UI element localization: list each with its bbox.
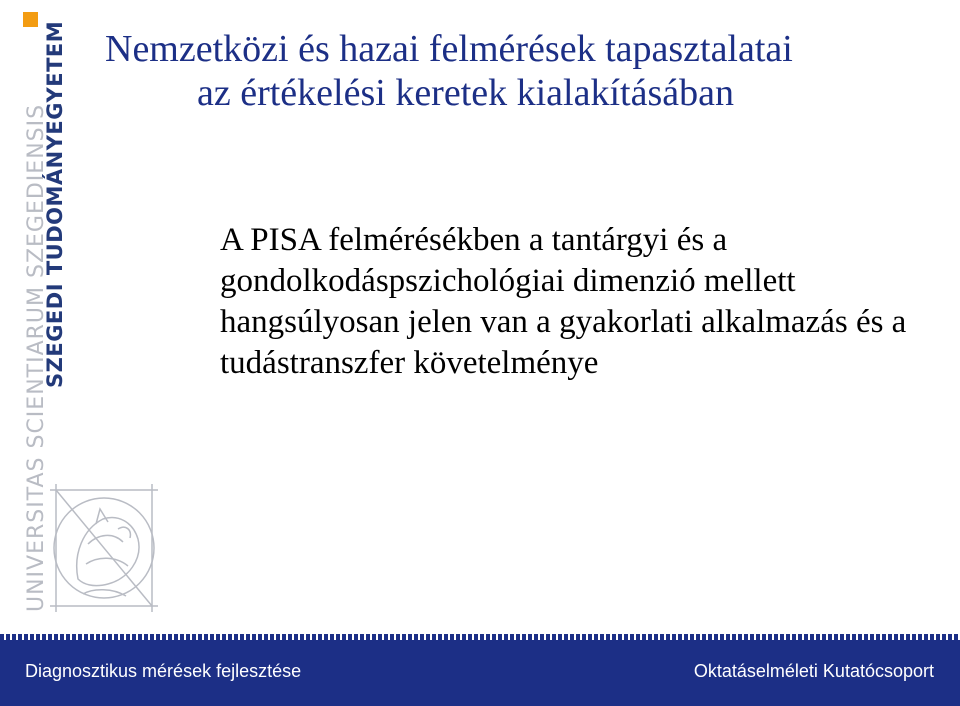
footer-stripe: [0, 634, 960, 640]
accent-square: [23, 12, 38, 27]
slide-title: [105, 27, 935, 115]
university-seal-logo: [48, 484, 160, 614]
slide-body-text: A PISA felmérésékben a tantárgyi és a gondolkodáspszichológiai dimenzió mellett hangsúlyosan jelen van a gyakorlati alkalmazás és a tudástranszfer követelménye: [220, 222, 907, 381]
footer-right-text: Oktatáselméleti Kutatócsoport: [693, 661, 934, 681]
university-hungarian-name: SZEGEDI TUDOMÁNYEGYETEM: [43, 20, 67, 388]
footer-left-text: Diagnosztikus mérések fejlesztése: [25, 661, 302, 681]
slide-title-line2: az értékelési keretek kialakításában: [197, 72, 734, 114]
university-latin-name: UNIVERSITAS SCIENTIARUM SZEGEDIENSIS: [24, 103, 49, 612]
slide-title-line1: Nemzetközi és hazai felmérések tapasztalatai: [105, 28, 793, 70]
